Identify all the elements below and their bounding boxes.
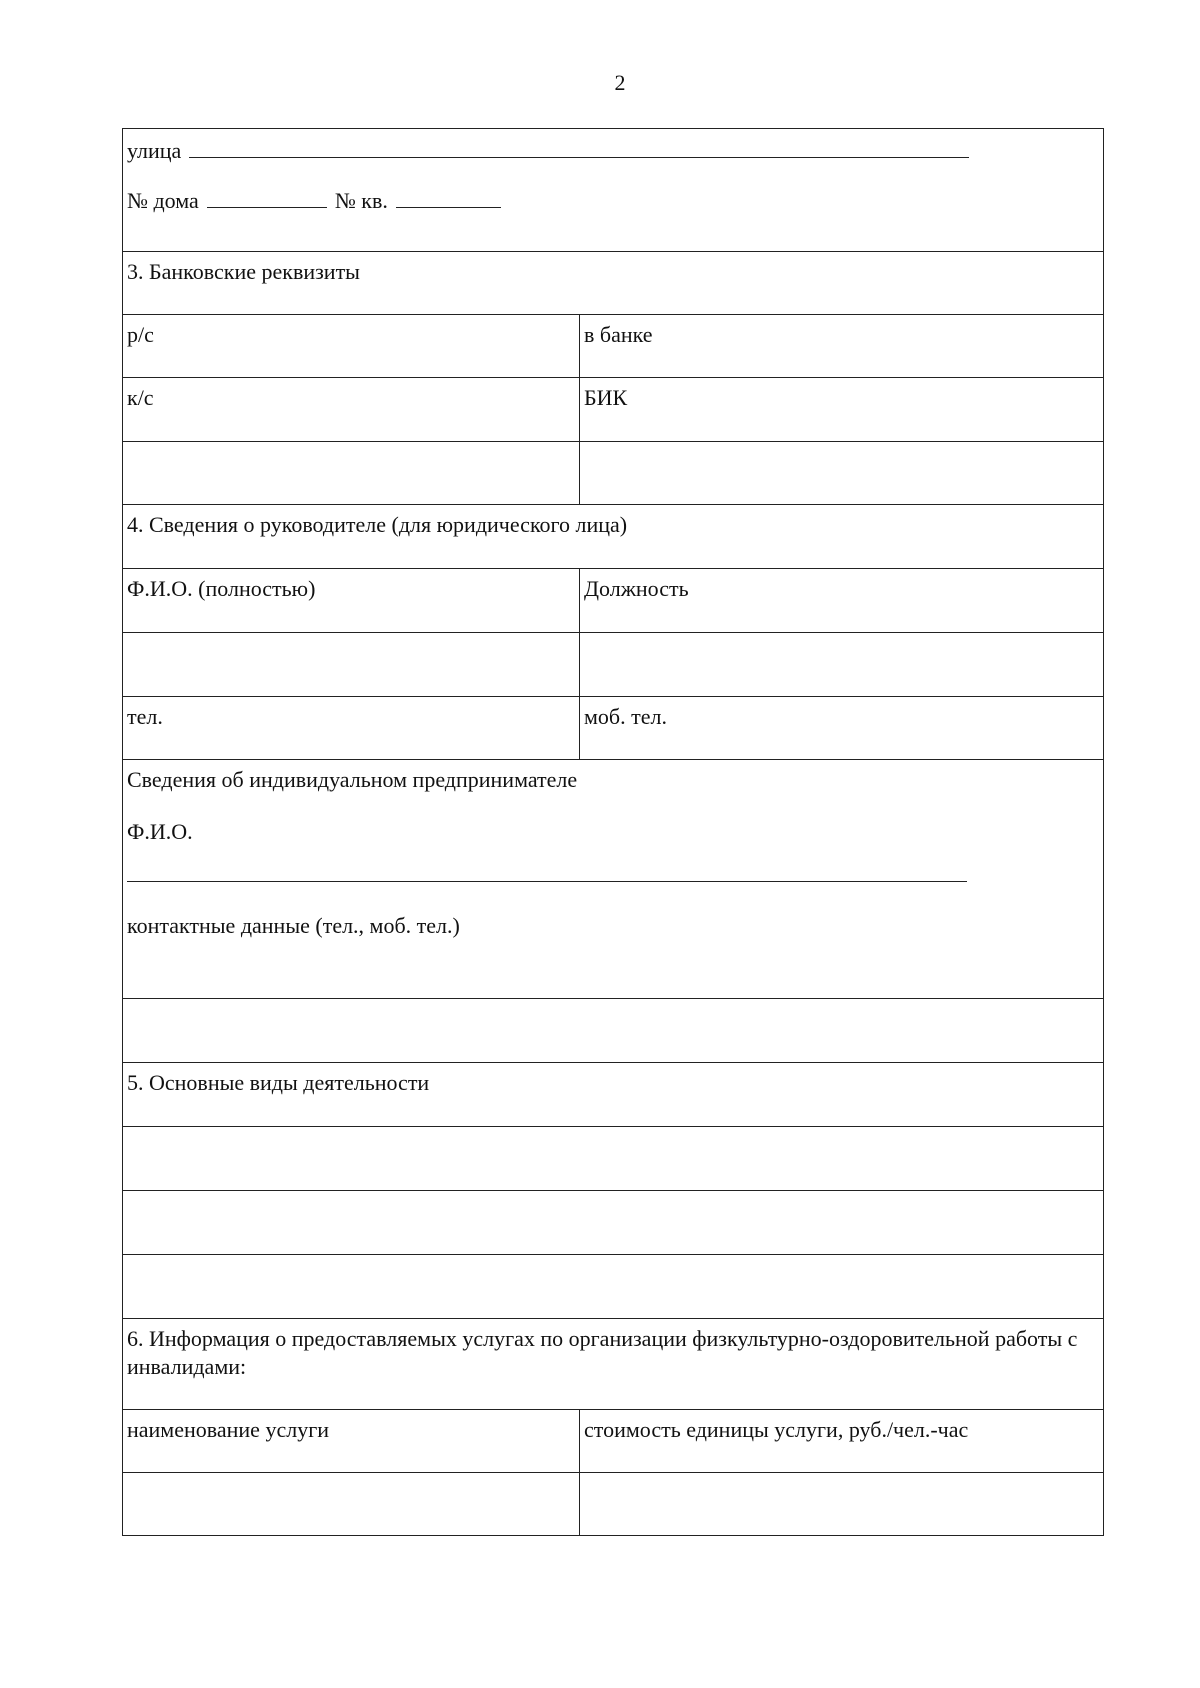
page-number: 2 <box>614 70 626 95</box>
street-field[interactable] <box>189 137 969 158</box>
activities-row-1 <box>123 1127 1103 1191</box>
corr-account-cell[interactable]: к/с <box>123 378 580 441</box>
entrepreneur-contacts-label: контактные данные (тел., моб. тел.) <box>127 913 460 938</box>
house-label: № дома <box>127 188 199 213</box>
apt-field[interactable] <box>396 187 501 208</box>
head-phone-cell[interactable]: тел. <box>123 697 580 759</box>
bank-section-header <box>123 252 1103 315</box>
entrepreneur-cell <box>123 760 1103 998</box>
services-section-header <box>123 1319 1103 1410</box>
head-section-header <box>123 505 1103 569</box>
service-name-label: наименование услуги <box>123 1410 580 1472</box>
activities-field-1[interactable] <box>123 1127 1103 1190</box>
bank-empty-left[interactable] <box>123 442 580 504</box>
head-phone-row <box>123 697 1103 760</box>
house-field[interactable] <box>207 187 327 208</box>
activities-section-title: 5. Основные виды деятельности <box>127 1070 430 1095</box>
bank-empty-right[interactable] <box>580 442 1103 504</box>
head-fio-label: Ф.И.О. (полностью) <box>123 569 580 632</box>
bik-cell[interactable]: БИК <box>584 385 628 410</box>
head-position-field[interactable] <box>580 633 1103 696</box>
services-values-row <box>123 1473 1103 1536</box>
application-form <box>122 128 1104 1536</box>
activities-row-2 <box>123 1191 1103 1255</box>
account-cell[interactable]: р/с <box>123 315 580 377</box>
entrepreneur-fio-label: Ф.И.О. <box>127 819 193 844</box>
service-cost-field[interactable] <box>580 1473 1103 1535</box>
services-section-title: 6. Информация о предоставляемых услугах по организации физкультурно-оздоровительной работы с инвалидами: <box>127 1326 1078 1379</box>
head-values-row <box>123 633 1103 697</box>
entrepreneur-contacts-row <box>123 999 1103 1063</box>
entrepreneur-fio-field[interactable] <box>127 880 967 882</box>
address-cell <box>123 129 1103 251</box>
bank-empty-row <box>123 442 1103 505</box>
head-labels-row <box>123 569 1103 633</box>
bank-name-cell[interactable]: в банке <box>584 322 653 347</box>
bank-account-row <box>123 315 1103 378</box>
head-position-label: Должность <box>584 576 689 601</box>
apt-label: № кв. <box>334 188 388 213</box>
head-section-title: 4. Сведения о руководителе (для юридического лица) <box>127 512 628 537</box>
services-labels-row <box>123 1410 1103 1473</box>
head-mobile-cell[interactable]: моб. тел. <box>584 704 667 729</box>
street-line <box>127 137 1099 165</box>
entrepreneur-contacts-field[interactable] <box>123 999 1103 1062</box>
service-name-field[interactable] <box>123 1473 580 1535</box>
house-apt-line <box>127 187 1099 215</box>
street-label: улица <box>127 138 182 163</box>
bank-section-title: 3. Банковские реквизиты <box>127 259 360 284</box>
entrepreneur-row <box>123 760 1103 999</box>
service-cost-label: стоимость единицы услуги, руб./чел.-час <box>584 1417 969 1442</box>
activities-section-header <box>123 1063 1103 1127</box>
address-row <box>123 129 1103 252</box>
activities-field-3[interactable] <box>123 1255 1103 1318</box>
activities-field-2[interactable] <box>123 1191 1103 1254</box>
bank-corr-row <box>123 378 1103 442</box>
entrepreneur-title: Сведения об индивидуальном предпринимателе <box>127 767 578 792</box>
head-fio-field[interactable] <box>123 633 580 696</box>
activities-row-3 <box>123 1255 1103 1319</box>
